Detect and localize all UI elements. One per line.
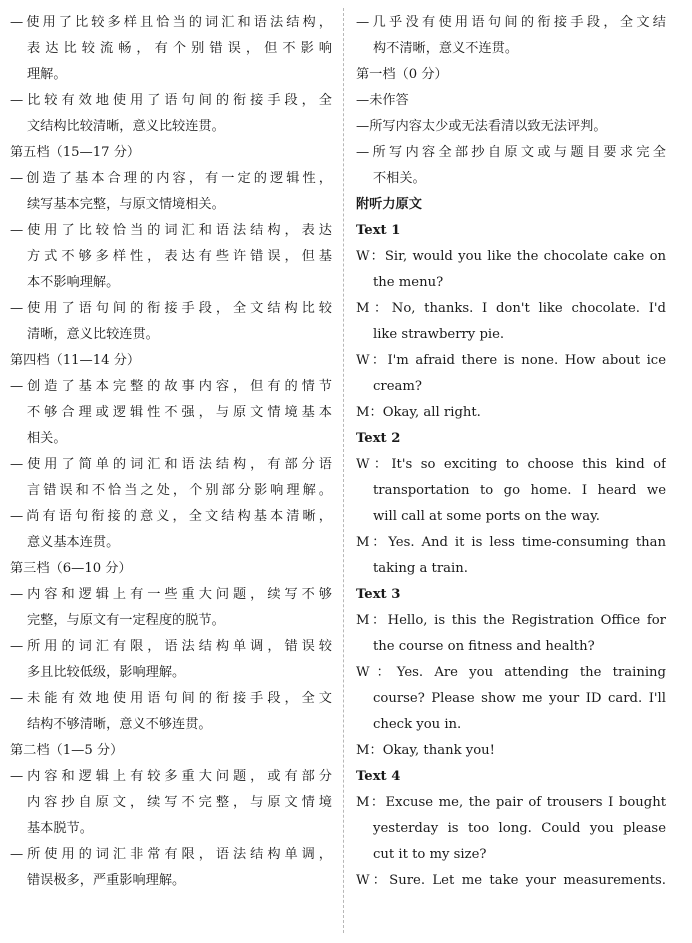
text-line: 续写基本完整，与原文情境相关。 [27,197,225,212]
text-line: 文结构比较清晰，意义比较连贯。 [27,119,225,134]
text-line: —所用的词汇有限，语法结构单调，错误较 [10,639,332,654]
column-divider [343,8,344,933]
text-line: —所使用的词汇非常有限，语法结构单调， [10,847,332,862]
text-line: —未能有效地使用语句间的衔接手段，全文 [10,691,332,706]
text-line: —内容和逻辑上有一些重大问题，续写不够 [10,587,332,602]
text-line: —创造了基本完整的故事内容，但有的情节 [10,379,332,394]
text-line: M：Excuse me, the pair of trousers I bought [356,795,666,810]
text-line: 结构不够清晰，意义不够连贯。 [27,717,212,732]
text-line: 相关。 [27,431,67,446]
text-line: —比较有效地使用了语句间的衔接手段，全 [10,93,332,108]
text-line: cut it to my size? [373,847,487,862]
section-heading: Text 4 [356,769,401,784]
text-line: —几乎没有使用语句间的衔接手段，全文结 [356,15,666,30]
text-line: M：Hello, is this the Registration Office for [356,613,666,628]
text-line: 不够合理或逻辑性不强，与原文情境基本 [27,405,332,420]
text-line: W：Yes. Are you attending the training [356,665,666,680]
text-line: —所写内容全部抄自原文或与题目要求完全 [356,145,666,160]
text-line: 第五档（15—17 分） [10,145,141,160]
text-line: 意义基本连贯。 [27,535,120,550]
text-line: the menu? [373,275,444,290]
text-line: W：Sure. Let me take your measurements. [356,873,666,888]
text-line: 理解。 [27,67,67,82]
text-line: M：Okay, all right. [356,405,481,420]
text-line: 基本脱节。 [27,821,93,836]
text-line: 言错误和不恰当之处，个别部分影响理解。 [27,483,332,498]
text-line: —使用了比较多样且恰当的词汇和语法结构， [10,15,332,30]
text-line: course? Please show me your ID card. I'll [373,691,666,706]
text-line: 不相关。 [373,171,426,186]
text-line: —未作答 [356,93,409,108]
text-line: check you in. [373,717,462,732]
section-heading: Text 3 [356,587,401,602]
text-line: —尚有语句衔接的意义，全文结构基本清晰， [10,509,332,524]
text-line: 完整，与原文有一定程度的脱节。 [27,613,225,628]
text-line: M：Yes. And it is less time-consuming than [356,535,666,550]
text-line: M：Okay, thank you! [356,743,495,758]
text-line: 第三档（6—10 分） [10,561,132,576]
text-line: 本不影响理解。 [27,275,120,290]
section-heading: Text 1 [356,223,401,238]
text-line: 多且比较低级，影响理解。 [27,665,186,680]
text-line: like strawberry pie. [373,327,505,342]
text-line: 清晰，意义比较连贯。 [27,327,159,342]
left-column [10,10,332,894]
text-line: —使用了简单的词汇和语法结构，有部分语 [10,457,332,472]
text-line: 第四档（11—14 分） [10,353,141,368]
text-line: —内容和逻辑上有较多重大问题，或有部分 [10,769,332,784]
text-line: 方式不够多样性，表达有些许错误，但基 [27,249,332,264]
text-line: W：Sir, would you like the chocolate cake on [356,249,666,264]
text-line: 内容抄自原文，续写不完整，与原文情境 [27,795,332,810]
text-line: 表达比较流畅，有个别错误，但不影响 [27,41,332,56]
text-line: W：It's so exciting to choose this kind of [356,457,666,472]
text-line: 错误极多，严重影响理解。 [27,873,186,888]
text-line: —创造了基本合理的内容，有一定的逻辑性， [10,171,332,186]
text-line: —使用了语句间的衔接手段，全文结构比较 [10,301,332,316]
section-heading: Text 2 [356,431,401,446]
text-line: 构不清晰，意义不连贯。 [373,41,519,56]
text-line: 第二档（1—5 分） [10,743,124,758]
section-heading: 附听力原文 [356,197,422,212]
text-line: M：No, thanks. I don't like chocolate. I'd [356,301,666,316]
right-column [356,10,666,894]
text-line: transportation to go home. I heard we [373,483,666,498]
text-line: taking a train. [373,561,468,576]
text-line: 第一档（0 分） [356,67,448,82]
text-line: will call at some ports on the way. [373,509,600,524]
text-line: —所写内容太少或无法看清以致无法评判。 [356,119,607,134]
text-line: the course on fitness and health? [373,639,595,654]
text-line: —使用了比较恰当的词汇和语法结构，表达 [10,223,332,238]
text-line: cream? [373,379,422,394]
text-line: W：I'm afraid there is none. How about ice [356,353,666,368]
text-line: yesterday is too long. Could you please [373,821,666,836]
